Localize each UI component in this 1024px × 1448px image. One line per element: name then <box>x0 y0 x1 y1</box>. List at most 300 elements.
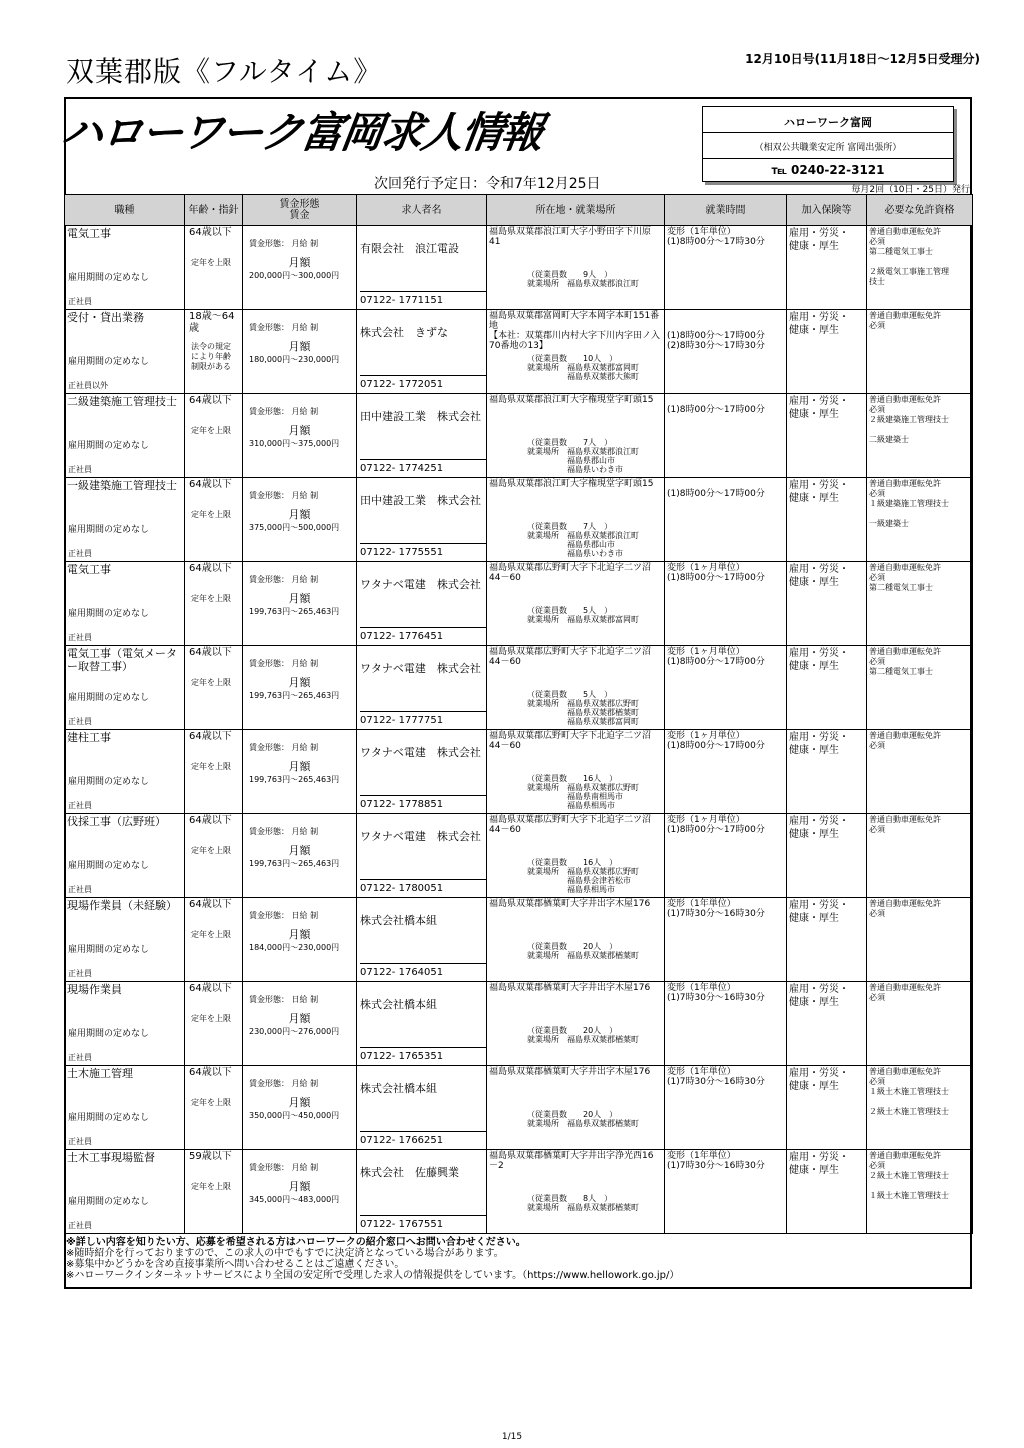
insurance-cell <box>787 394 867 478</box>
hours-cell <box>665 730 787 814</box>
job-id: 07122- 1772051 <box>360 375 486 393</box>
employer-cell <box>357 226 487 310</box>
employment-period: 雇用期間の定めなし <box>68 273 150 283</box>
employer-name: 有限会社 浪江電設 <box>360 242 459 255</box>
insurance: 雇用・労災・ 健康・厚生 <box>789 228 849 252</box>
employment-period: 雇用期間の定めなし <box>68 693 150 703</box>
wage-cell <box>243 226 357 310</box>
employer-cell <box>357 478 487 562</box>
job-cell <box>65 1150 185 1234</box>
note-line: ※ハローワークインターネットサービスにより全国の安定所で受理した求人の情報提供をしています。（https://www.hellowork.go.jp/） <box>66 1270 680 1281</box>
wage-label: 月額 <box>288 508 311 521</box>
hours-cell <box>665 646 787 730</box>
workplace: （従業員数 10人 ） 就業場所 福島県双葉郡富岡町 福島県双葉郡大熊町 <box>527 354 639 381</box>
insurance: 雇用・労災・ 健康・厚生 <box>789 648 849 672</box>
insurance-cell <box>787 562 867 646</box>
wage-cell <box>243 562 357 646</box>
table-row <box>65 310 973 394</box>
age-cell <box>185 814 243 898</box>
wage-label: 月額 <box>288 1180 311 1193</box>
employer-cell <box>357 730 487 814</box>
table-row <box>65 898 973 982</box>
employer-cell <box>357 982 487 1066</box>
license-cell <box>867 814 973 898</box>
wage-label: 月額 <box>288 676 311 689</box>
license-required: 普通自動車運転免許 必須 １級建築施工管理技士 <box>869 479 949 508</box>
workplace: （従業員数 16人 ） 就業場所 福島県双葉郡広野町 福島県会津若松市 福島県相馬市 <box>527 858 639 894</box>
insurance: 雇用・労災・ 健康・厚生 <box>789 312 849 336</box>
age-cell <box>185 562 243 646</box>
job-id: 07122- 1774251 <box>360 459 486 477</box>
age-cell <box>185 646 243 730</box>
address-cell <box>487 898 665 982</box>
age-note: 定年を上限 <box>191 594 231 603</box>
col-header-job: 職種 <box>65 195 185 226</box>
age-cell <box>185 982 243 1066</box>
job-table <box>64 194 973 1234</box>
col-header-hours: 就業時間 <box>665 195 787 226</box>
wage-label: 月額 <box>288 1096 311 1109</box>
license-other <box>867 1012 972 1014</box>
hours-cell <box>665 898 787 982</box>
license-required: 普通自動車運転免許 必須 １級土木施工管理技士 <box>869 1067 949 1096</box>
wage-cell <box>243 310 357 394</box>
license-other: ２級電気工事施工管理 技士 <box>869 267 949 286</box>
address: 福島県双葉郡楢葉町大字井出字浄光西16－2 <box>489 1151 654 1171</box>
license-other <box>867 602 972 604</box>
workplace: （従業員数 20人 ） 就業場所 福島県双葉郡楢葉町 <box>527 1110 639 1128</box>
workplace: （従業員数 5人 ） 就業場所 福島県双葉郡富岡町 <box>527 606 639 624</box>
table-row <box>65 562 973 646</box>
address-cell <box>487 310 665 394</box>
work-hours: 変形（1年単位） (1)7時30分～16時30分 <box>667 1067 765 1087</box>
wage-type: 賃金形態： 月給 制 <box>249 407 319 416</box>
job-id: 07122- 1777751 <box>360 711 486 729</box>
employment-period: 雇用期間の定めなし <box>68 1113 150 1123</box>
address-cell <box>487 562 665 646</box>
work-hours: 変形（1ヶ月単位） (1)8時00分～17時00分 <box>667 563 765 583</box>
job-title: 受付・貸出業務 <box>67 311 144 324</box>
address-cell <box>487 982 665 1066</box>
job-title: 建柱工事 <box>67 731 111 744</box>
edition-title: 双葉郡版《フルタイム》 <box>66 55 383 88</box>
age-limit: 64歳以下 <box>189 1067 232 1078</box>
job-id: 07122- 1764051 <box>360 963 486 981</box>
employment-type: 正社員 <box>68 969 92 978</box>
license-required: 普通自動車運転免許 必須 <box>869 899 941 918</box>
wage-cell <box>243 478 357 562</box>
address: 福島県双葉郡広野町大字下北迫字二ツ沼44－60 <box>489 563 652 583</box>
wage-cell <box>243 814 357 898</box>
wage-type: 賃金形態： 月給 制 <box>249 239 319 248</box>
employer-cell <box>357 814 487 898</box>
insurance: 雇用・労災・ 健康・厚生 <box>789 1068 849 1092</box>
office-subname: （相双公共職業安定所 富岡出張所） <box>754 143 902 153</box>
employment-type: 正社員 <box>68 1053 92 1062</box>
job-cell <box>65 982 185 1066</box>
age-note: 定年を上限 <box>191 510 231 519</box>
job-title: 一級建築施工管理技士 <box>67 479 177 492</box>
job-id: 07122- 1780051 <box>360 879 486 897</box>
hours-cell <box>665 1150 787 1234</box>
hours-cell <box>665 982 787 1066</box>
address: 福島県双葉郡楢葉町大字井出字木屋176 <box>489 899 651 909</box>
work-hours: 変形（1ヶ月単位） (1)8時00分～17時00分 <box>667 815 765 835</box>
job-id: 07122- 1776451 <box>360 627 486 645</box>
employer-name: 株式会社 佐藤興業 <box>360 1166 459 1179</box>
table-row <box>65 226 973 310</box>
work-hours: (1)8時00分～17時00分 (2)8時30分～17時30分 <box>667 331 765 351</box>
work-hours: 変形（1年単位） (1)7時30分～16時30分 <box>667 983 765 1003</box>
employer-cell <box>357 394 487 478</box>
col-header-wage: 賃金形態 賃金 <box>243 195 357 226</box>
table-row <box>65 478 973 562</box>
license-cell <box>867 1066 973 1150</box>
job-title: 現場作業員 <box>67 983 122 996</box>
wage-range: 345,000円～483,000円 <box>249 1195 340 1204</box>
work-hours: 変形（1年単位） (1)7時30分～16時30分 <box>667 1151 765 1171</box>
job-title: 電気工事 <box>67 227 111 240</box>
wage-cell <box>243 982 357 1066</box>
office-box <box>702 106 954 182</box>
license-required: 普通自動車運転免許 必須 <box>869 983 941 1002</box>
wage-type: 賃金形態： 月給 制 <box>249 323 319 332</box>
workplace: （従業員数 8人 ） 就業場所 福島県双葉郡楢葉町 <box>527 1194 639 1212</box>
address: 福島県双葉郡浪江町大字権現堂字町頭15 <box>489 395 654 405</box>
license-required: 普通自動車運転免許 必須 <box>869 731 941 750</box>
employment-type: 正社員 <box>68 465 92 474</box>
license-cell <box>867 898 973 982</box>
license-other <box>867 760 972 762</box>
wage-range: 199,763円～265,463円 <box>249 691 340 700</box>
employer-name: ワタナベ電建 株式会社 <box>360 830 481 843</box>
age-note: 定年を上限 <box>191 846 231 855</box>
address-cell <box>487 646 665 730</box>
employer-name: 株式会社橋本組 <box>360 998 437 1011</box>
employment-type: 正社員 <box>68 1221 92 1230</box>
workplace: （従業員数 20人 ） 就業場所 福島県双葉郡楢葉町 <box>527 942 639 960</box>
wage-cell <box>243 898 357 982</box>
age-note: 定年を上限 <box>191 1182 231 1191</box>
age-limit: 64歳以下 <box>189 815 232 826</box>
page-number: 1/15 <box>501 1432 523 1442</box>
employment-period: 雇用期間の定めなし <box>68 441 150 451</box>
job-cell <box>65 730 185 814</box>
age-limit: 64歳以下 <box>189 731 232 742</box>
employer-name: 田中建設工業 株式会社 <box>360 410 481 423</box>
license-other <box>867 340 972 342</box>
insurance-cell <box>787 730 867 814</box>
workplace: （従業員数 9人 ） 就業場所 福島県双葉郡浪江町 <box>527 270 639 288</box>
age-cell <box>185 226 243 310</box>
insurance-cell <box>787 814 867 898</box>
col-header-age: 年齢・指針 <box>185 195 243 226</box>
hours-cell <box>665 394 787 478</box>
insurance-cell <box>787 310 867 394</box>
job-title: 伐採工事（広野班） <box>67 815 166 828</box>
employer-name: 田中建設工業 株式会社 <box>360 494 481 507</box>
age-limit: 64歳以下 <box>189 563 232 574</box>
employment-type: 正社員 <box>68 801 92 810</box>
table-row <box>65 1066 973 1150</box>
address: 福島県双葉郡広野町大字下北迫字二ツ沼44－60 <box>489 731 652 751</box>
employer-name: 株式会社橋本組 <box>360 1082 437 1095</box>
age-note: 定年を上限 <box>191 258 231 267</box>
employer-name: ワタナベ電建 株式会社 <box>360 578 481 591</box>
insurance-cell <box>787 898 867 982</box>
job-cell <box>65 226 185 310</box>
employment-period: 雇用期間の定めなし <box>68 1197 150 1207</box>
insurance: 雇用・労災・ 健康・厚生 <box>789 1152 849 1176</box>
employment-period: 雇用期間の定めなし <box>68 609 150 619</box>
hours-cell <box>665 1066 787 1150</box>
employment-type: 正社員 <box>68 297 92 306</box>
address-cell <box>487 226 665 310</box>
address: 福島県双葉郡楢葉町大字井出字木屋176 <box>489 1067 651 1077</box>
employer-cell <box>357 1066 487 1150</box>
license-cell <box>867 478 973 562</box>
office-name: ハローワーク富岡 <box>784 116 872 129</box>
job-cell <box>65 1066 185 1150</box>
employment-type: 正社員 <box>68 885 92 894</box>
issue-frequency: 毎月2回（10日・25日）発行 <box>851 185 970 195</box>
work-hours: 変形（1年単位） (1)7時30分～16時30分 <box>667 899 765 919</box>
job-cell <box>65 562 185 646</box>
wage-range: 350,000円～450,000円 <box>249 1111 340 1120</box>
wage-range: 310,000円～375,000円 <box>249 439 340 448</box>
address: 福島県双葉郡富岡町大字本岡字本町151番地 【本社：双葉郡川内村大字下川内字田ノ入70番地の13】 <box>489 311 661 351</box>
wage-label: 月額 <box>288 592 311 605</box>
license-other <box>867 686 972 688</box>
insurance: 雇用・労災・ 健康・厚生 <box>789 900 849 924</box>
wage-label: 月額 <box>288 340 311 353</box>
license-cell <box>867 982 973 1066</box>
wage-range: 199,763円～265,463円 <box>249 859 340 868</box>
note-line: ※詳しい内容を知りたい方、応募を希望される方はハローワークの紹介窓口へお問い合わせください。 <box>66 1237 526 1248</box>
workplace: （従業員数 5人 ） 就業場所 福島県双葉郡広野町 福島県双葉郡楢葉町 福島県双葉郡富岡町 <box>527 690 639 726</box>
work-hours: (1)8時00分～17時00分 <box>667 489 765 499</box>
wage-type: 賃金形態： 月給 制 <box>249 827 319 836</box>
employer-name: 株式会社橋本組 <box>360 914 437 927</box>
wage-cell <box>243 394 357 478</box>
job-id: 07122- 1775551 <box>360 543 486 561</box>
age-cell <box>185 310 243 394</box>
insurance-cell <box>787 478 867 562</box>
license-cell <box>867 1150 973 1234</box>
wage-range: 200,000円～300,000円 <box>249 271 340 280</box>
address-cell <box>487 1066 665 1150</box>
employment-period: 雇用期間の定めなし <box>68 1029 150 1039</box>
wage-cell <box>243 646 357 730</box>
wage-label: 月額 <box>288 424 311 437</box>
address-cell <box>487 814 665 898</box>
license-other <box>867 844 972 846</box>
insurance: 雇用・労災・ 健康・厚生 <box>789 480 849 504</box>
license-required: 普通自動車運転免許 必須 <box>869 311 941 330</box>
age-limit: 64歳以下 <box>189 899 232 910</box>
wage-label: 月額 <box>288 1012 311 1025</box>
insurance: 雇用・労災・ 健康・厚生 <box>789 816 849 840</box>
wage-label: 月額 <box>288 844 311 857</box>
age-limit: 64歳以下 <box>189 227 232 238</box>
table-row <box>65 646 973 730</box>
table-header-row <box>65 195 973 226</box>
age-limit: 59歳以下 <box>189 1151 232 1162</box>
wage-range: 230,000円～276,000円 <box>249 1027 340 1036</box>
license-other: １級土木施工管理技士 <box>869 1191 949 1200</box>
employer-cell <box>357 562 487 646</box>
employer-cell <box>357 1150 487 1234</box>
employment-type: 正社員 <box>68 633 92 642</box>
employer-name: ワタナベ電建 株式会社 <box>360 746 481 759</box>
job-cell <box>65 310 185 394</box>
age-cell <box>185 730 243 814</box>
age-note: 定年を上限 <box>191 678 231 687</box>
employment-period: 雇用期間の定めなし <box>68 945 150 955</box>
job-title: 電気工事 <box>67 563 111 576</box>
license-other: 一級建築士 <box>869 519 909 528</box>
wage-range: 199,763円～265,463円 <box>249 775 340 784</box>
hours-cell <box>665 310 787 394</box>
age-limit: 64歳以下 <box>189 479 232 490</box>
col-header-employer: 求人者名 <box>357 195 487 226</box>
wage-label: 月額 <box>288 928 311 941</box>
age-cell <box>185 1150 243 1234</box>
wage-cell <box>243 1066 357 1150</box>
hours-cell <box>665 814 787 898</box>
table-row <box>65 814 973 898</box>
job-cell <box>65 898 185 982</box>
age-limit: 64歳以下 <box>189 395 232 406</box>
notes <box>66 1237 679 1281</box>
hours-cell <box>665 478 787 562</box>
license-cell <box>867 310 973 394</box>
col-header-insurance: 加入保険等 <box>787 195 867 226</box>
job-title: 土木施工管理 <box>67 1067 133 1080</box>
job-cell <box>65 478 185 562</box>
employer-name: ワタナベ電建 株式会社 <box>360 662 481 675</box>
employment-type: 正社員 <box>68 717 92 726</box>
address: 福島県双葉郡広野町大字下北迫字二ツ沼44－60 <box>489 815 652 835</box>
employment-period: 雇用期間の定めなし <box>68 777 150 787</box>
license-cell <box>867 226 973 310</box>
license-cell <box>867 646 973 730</box>
age-cell <box>185 1066 243 1150</box>
job-title: 現場作業員（未経験） <box>67 899 177 912</box>
table-row <box>65 1150 973 1234</box>
job-cell <box>65 646 185 730</box>
wage-range: 180,000円～230,000円 <box>249 355 340 364</box>
wage-type: 賃金形態： 月給 制 <box>249 659 319 668</box>
job-title: 土木工事現場監督 <box>67 1151 155 1164</box>
employment-period: 雇用期間の定めなし <box>68 525 150 535</box>
work-hours: 変形（1年単位） (1)8時00分～17時30分 <box>667 227 765 247</box>
age-note: 定年を上限 <box>191 1014 231 1023</box>
license-other: ２級土木施工管理技士 <box>869 1107 949 1116</box>
employer-cell <box>357 310 487 394</box>
age-limit: 18歳～64歳 <box>189 311 235 334</box>
note-line: ※募集中かどうかを含め直接事業所へ問い合わせることはご遠慮ください。 <box>66 1259 405 1270</box>
insurance: 雇用・労災・ 健康・厚生 <box>789 396 849 420</box>
license-cell <box>867 562 973 646</box>
age-note: 定年を上限 <box>191 426 231 435</box>
employment-period: 雇用期間の定めなし <box>68 357 150 367</box>
employment-period: 雇用期間の定めなし <box>68 861 150 871</box>
job-cell <box>65 814 185 898</box>
insurance-cell <box>787 1066 867 1150</box>
insurance-cell <box>787 646 867 730</box>
employer-cell <box>357 646 487 730</box>
license-other <box>867 928 972 930</box>
wage-range: 375,000円～500,000円 <box>249 523 340 532</box>
table-row <box>65 982 973 1066</box>
job-id: 07122- 1771151 <box>360 291 486 309</box>
work-hours: 変形（1ヶ月単位） (1)8時00分～17時00分 <box>667 731 765 751</box>
address-cell <box>487 1150 665 1234</box>
age-note: 定年を上限 <box>191 930 231 939</box>
workplace: （従業員数 7人 ） 就業場所 福島県双葉郡浪江町 福島県郡山市 福島県いわき市 <box>527 438 639 474</box>
wage-type: 賃金形態： 月給 制 <box>249 1163 319 1172</box>
age-limit: 64歳以下 <box>189 647 232 658</box>
age-cell <box>185 898 243 982</box>
insurance-cell <box>787 226 867 310</box>
insurance: 雇用・労災・ 健康・厚生 <box>789 732 849 756</box>
age-limit: 64歳以下 <box>189 983 232 994</box>
wage-cell <box>243 730 357 814</box>
age-cell <box>185 478 243 562</box>
address: 福島県双葉郡楢葉町大字井出字木屋176 <box>489 983 651 993</box>
license-other: 二級建築士 <box>869 435 909 444</box>
job-id: 07122- 1765351 <box>360 1047 486 1065</box>
license-required: 普通自動車運転免許 必須 第二種電気工事士 <box>869 563 941 592</box>
col-header-license: 必要な免許資格 <box>867 195 973 226</box>
wage-range: 199,763円～265,463円 <box>249 607 340 616</box>
employment-type: 正社員 <box>68 1137 92 1146</box>
office-tel: ℡ 0240-22-3121 <box>771 163 885 177</box>
age-note: 定年を上限 <box>191 762 231 771</box>
insurance-cell <box>787 982 867 1066</box>
workplace: （従業員数 20人 ） 就業場所 福島県双葉郡楢葉町 <box>527 1026 639 1044</box>
address-cell <box>487 394 665 478</box>
age-cell <box>185 394 243 478</box>
hours-cell <box>665 226 787 310</box>
table-row <box>65 394 973 478</box>
issue-date: 12月10日号(11月18日～12月5日受理分) <box>745 52 980 66</box>
work-hours: (1)8時00分～17時00分 <box>667 405 765 415</box>
employment-type: 正社員以外 <box>68 381 108 390</box>
license-required: 普通自動車運転免許 必須 <box>869 815 941 834</box>
address: 福島県双葉郡広野町大字下北迫字二ツ沼44－60 <box>489 647 652 667</box>
job-id: 07122- 1778851 <box>360 795 486 813</box>
insurance: 雇用・労災・ 健康・厚生 <box>789 984 849 1008</box>
wage-range: 184,000円～230,000円 <box>249 943 340 952</box>
next-issue-date: 次回発行予定日：令和7年12月25日 <box>374 176 601 192</box>
address-cell <box>487 730 665 814</box>
table-row <box>65 730 973 814</box>
note-line: ※随時紹介を行っておりますので、この求人の中でもすでに決定済となっている場合があります。 <box>66 1248 504 1259</box>
workplace: （従業員数 16人 ） 就業場所 福島県双葉郡広野町 福島県南相馬市 福島県相馬市 <box>527 774 639 810</box>
wage-type: 賃金形態： 月給 制 <box>249 491 319 500</box>
col-header-address: 所在地・就業場所 <box>487 195 665 226</box>
job-cell <box>65 394 185 478</box>
job-id: 07122- 1767551 <box>360 1215 486 1233</box>
hours-cell <box>665 562 787 646</box>
license-required: 普通自動車運転免許 必須 第二種電気工事士 <box>869 227 941 256</box>
address-cell <box>487 478 665 562</box>
wage-type: 賃金形態： 月給 制 <box>249 743 319 752</box>
address: 福島県双葉郡浪江町大字権現堂字町頭15 <box>489 479 654 489</box>
job-title: 電気工事（電気メーター取替工事） <box>67 647 177 673</box>
